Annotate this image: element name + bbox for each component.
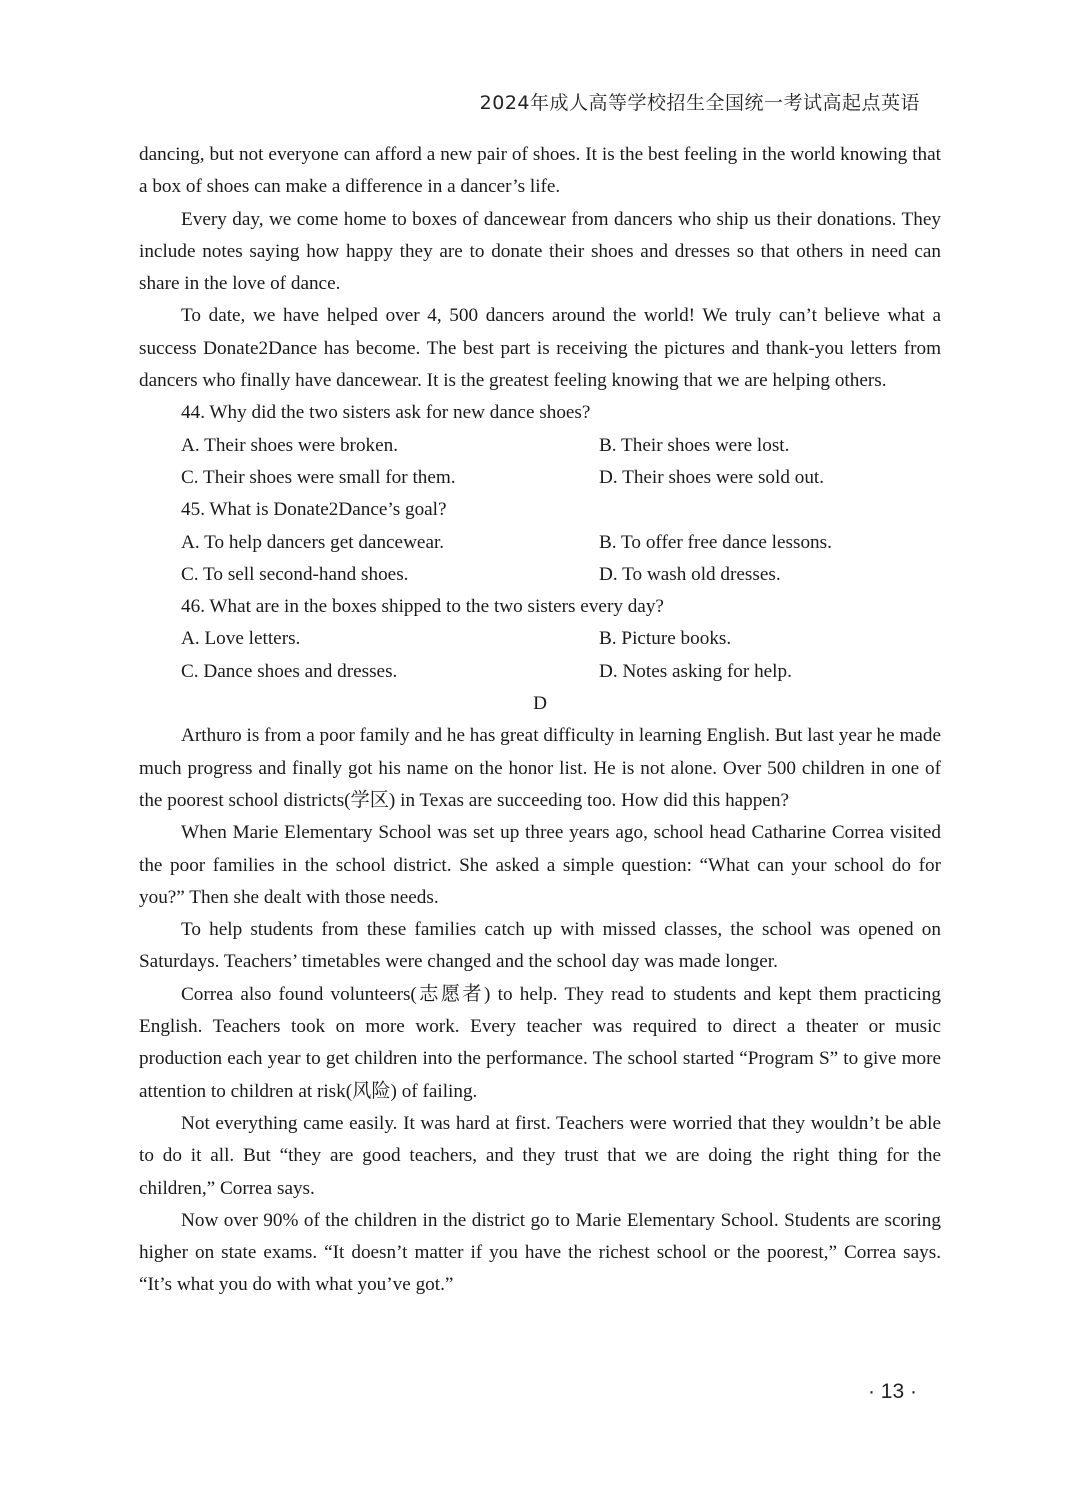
option-c: C. To sell second-hand shoes. xyxy=(181,563,409,585)
option-d: D. Notes asking for help. xyxy=(599,660,792,682)
section-heading: D xyxy=(533,693,547,715)
option-a: A. Love letters. xyxy=(181,628,301,650)
paragraph: Correa also found volunteers(志愿者) to help. They read to students and kept them practicing English. Teachers took on more work. Every teacher was required to direct a theater or music production each year to get children into the performance. The school started “Program S” to give more attention to children at risk(风险) of failing. xyxy=(139,983,941,1102)
page-header-title: 2024年成人高等学校招生全国统一考试高起点英语 xyxy=(479,92,920,114)
option-d: D. To wash old dresses. xyxy=(599,563,781,585)
question-46 xyxy=(139,591,941,688)
paragraph: Arthuro is from a poor family and he has great difficulty in learning English. But last year he made much progress and finally got his name on the honor list. He is not alone. Over 500 children in one of the poorest school districts(学区) in Texas are succeeding too. How did this happen? xyxy=(139,725,942,811)
paragraph: Not everything came easily. It was hard at first. Teachers were worried that they wouldn’t be able to do it all. But “they are good teachers, and they trust that we are doing the right thing for the children,” Correa says. xyxy=(139,1112,941,1199)
option-c: C. Their shoes were small for them. xyxy=(181,466,456,488)
question-44 xyxy=(139,397,941,494)
paragraph: Every day, we come home to boxes of dancewear from dancers who ship us their donations. They include notes saying how happy they are to donate their shoes and dresses so that others in need can share in the love of dance. xyxy=(139,208,941,295)
question-text: 44. Why did the two sisters ask for new dance shoes? xyxy=(181,402,591,424)
question-text: 46. What are in the boxes shipped to the two sisters every day? xyxy=(181,596,664,618)
option-c: C. Dance shoes and dresses. xyxy=(181,660,398,682)
question-text: 45. What is Donate2Dance’s goal? xyxy=(181,499,447,521)
option-a: A. To help dancers get dancewear. xyxy=(181,531,445,553)
paragraph: dancing, but not everyone can afford a new pair of shoes. It is the best feeling in the world knowing that a box of shoes can make a difference in a dancer’s life. xyxy=(139,144,941,198)
page-content xyxy=(139,139,941,1302)
option-b: B. To offer free dance lessons. xyxy=(599,531,832,553)
paragraph: When Marie Elementary School was set up three years ago, school head Catharine Correa visited the poor families in the school district. She asked a simple question: “What can your school do for you?” Then she dealt with those needs. xyxy=(139,822,941,908)
paragraph: Now over 90% of the children in the district go to Marie Elementary School. Students are scoring higher on state exams. “It doesn’t matter if you have the richest school or the poorest,” Correa says. “It’s what you do with what you’ve got.” xyxy=(139,1209,941,1296)
option-a: A. Their shoes were broken. xyxy=(181,434,399,456)
option-b: B. Their shoes were lost. xyxy=(599,434,790,456)
option-d: D. Their shoes were sold out. xyxy=(599,466,825,488)
option-b: B. Picture books. xyxy=(599,628,732,650)
page-number: · 13 · xyxy=(867,1380,917,1403)
paragraph: To date, we have helped over 4, 500 dancers around the world! We truly can’t believe what a success Donate2Dance has become. The best part is receiving the pictures and thank-you letters from dancers who finally have dancewear. It is the greatest feeling knowing that we are helping others. xyxy=(139,305,941,392)
paragraph: To help students from these families catch up with missed classes, the school was opened on Saturdays. Teachers’ timetables were changed and the school day was made longer. xyxy=(139,919,941,973)
question-45 xyxy=(139,494,941,591)
